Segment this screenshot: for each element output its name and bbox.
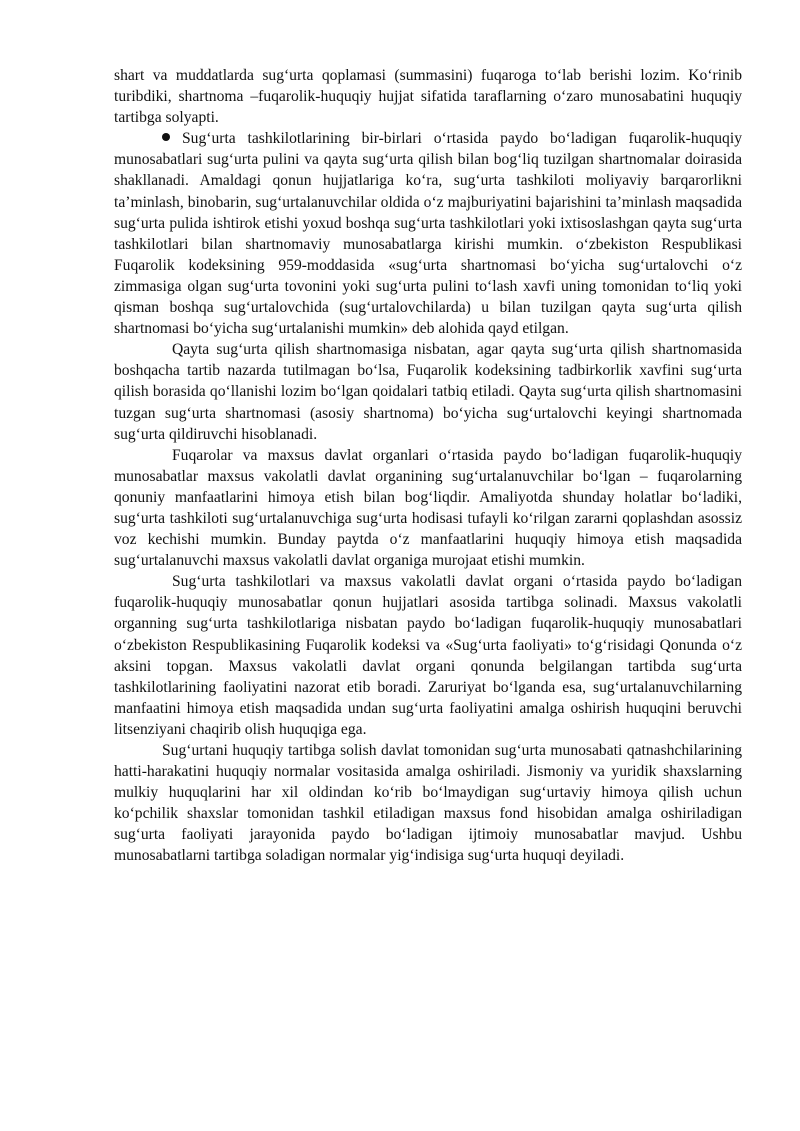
bullet-dot-icon [162,133,170,141]
paragraph-citizens-state-bodies: Fuqarolar va maxsus davlat organlari o‘rtasida paydo bo‘ladigan fuqarolik-huquqiy munosabatlar maxsus vakolatli davlat organining sug‘urtalanuvchilar bo‘lgan – fuqarolarning qonuniy manfaatlarini himoya etish bilan bog‘liqdir. Amaliyotda shunday holatlar bo‘ladiki, sug‘urta tashkiloti sug‘urtalanuvchiga sug‘urta hodisasi tufayli ko‘rilgan zararni qoplashdan asossiz voz kechishi mumkin. Bunday paytda o‘z manfaatlarini huquqiy himoya etish maqsadida sug‘urtalanuvchi maxsus vakolatli davlat organiga murojaat etishi mumkin. [114,446,742,570]
paragraph-reinsurance: Qayta sug‘urta qilish shartnomasiga nisbatan, agar qayta sug‘urta qilish shartnomasida boshqacha tartib nazarda tutilmagan bo‘lsa, Fuqarolik kodeksining tadbirkorlik xavfini sug‘urta qilish borasida qo‘llanishi lozim bo‘lgan qoidalari tatbiq etiladi. Qayta sug‘urta qilish shartnomasini tuzgan sug‘urta shartnomasi (asosiy shartnoma) bo‘yicha sug‘urtalovchi keyingi shartnomada sug‘urta qildiruvchi hisoblanadi. [114,341,742,443]
paragraph-insurers-state-body: Sug‘urta tashkilotlari va maxsus vakolatli davlat organi o‘rtasida paydo bo‘ladigan fuqarolik-huquqiy munosabatlar qonun hujjatlari asosida tartibga solinadi. Maxsus vakolatli organning sug‘urta tashkilotlariga nisbatan paydo bo‘ladigan fuqarolik-huquqiy munosabatlari o‘zbekiston Respublikasining Fuqarolik kodeksi va «Sug‘urta faoliyati» to‘g‘risidagi Qonunda o‘z aksini topgan. Maxsus vakolatli davlat organi qonunda belgilangan tartibda sug‘urta tashkilotlarining faoliyatini nazorat etib boradi. Zaruriyat bo‘lganda esa, sug‘urtalanuvchilarning manfaatini himoya etish maqsadida undan sug‘urta faoliyatini amalga oshirish huquqini beruvchi litsenziyani chaqirib olish huquqiga ega. [114,573,742,738]
bullet-paragraph-text: Sug‘urta tashkilotlarining bir-birlari o‘rtasida paydo bo‘ladigan fuqarolik-huquqiy munosabatlari sug‘urta pulini va qayta sug‘urta qilish bilan bog‘liq tuzilgan shartnomalar doirasida shakllanadi. Amaldagi qonun hujjatlariga ko‘ra, sug‘urta tashkiloti moliyaviy barqarorlikni ta’minlash, binobarin, sug‘urtalanuvchilar oldida o‘z majburiyatini bajarishini ta’minlash maqsadida sug‘urta pulida ishtirok etishi yoxud boshqa sug‘urta tashkilotlari yoki ixtisoslashgan qayta sug‘urta tashkilotlari bilan shartnomaviy munosabatlarga kirishi mumkin. o‘zbekiston Respublikasi Fuqarolik kodeksining 959-moddasida «sug‘urta shartnomasi bo‘yicha sug‘urtalovchi o‘z zimmasiga olgan sug‘urta tovonini yoki sug‘urta pulini to‘lash xavfi uning tomonidan to‘liq yoki qisman boshqa sug‘urtalovchida (sug‘urtalovchilarda) u bilan tuzilgan qayta sug‘urta qilish shartnomasi bo‘yicha sug‘urtalanishi mumkin» deb alohida qayd etilgan. [114,130,742,338]
paragraph-insurance-law: Sug‘urtani huquqiy tartibga solish davlat tomonidan sug‘urta munosabati qatnashchilarining hatti-harakatini huquqiy normalar vositasida amalga oshiriladi. Jismoniy va yuridik shaxslarning mulkiy huquqlarini har xil oldindan ko‘rib bo‘lmaydigan sug‘urtaviy himoya qilish uchun ko‘pchilik shaxslar tomonidan tashkil etiladigan maxsus fond hisobidan amalga oshiriladigan sug‘urta faoliyati jarayonida paydo bo‘ladigan ijtimoiy munosabatlar mavjud. Ushbu munosabatlarni tartibga soladigan normalar yig‘indisiga sug‘urta huquqi deyiladi. [114,742,742,865]
document-page [114,65,742,867]
paragraph-continuation: shart va muddatlarda sug‘urta qoplamasi (summasini) fuqaroga to‘lab berishi lozim. Ko‘rinib turibdiki, shartnoma –fuqarolik-huquqiy hujjat sifatida taraflarning o‘zaro munosabatini huquqiy tartibga solyapti. [114,67,742,127]
bullet-paragraph [114,128,742,339]
